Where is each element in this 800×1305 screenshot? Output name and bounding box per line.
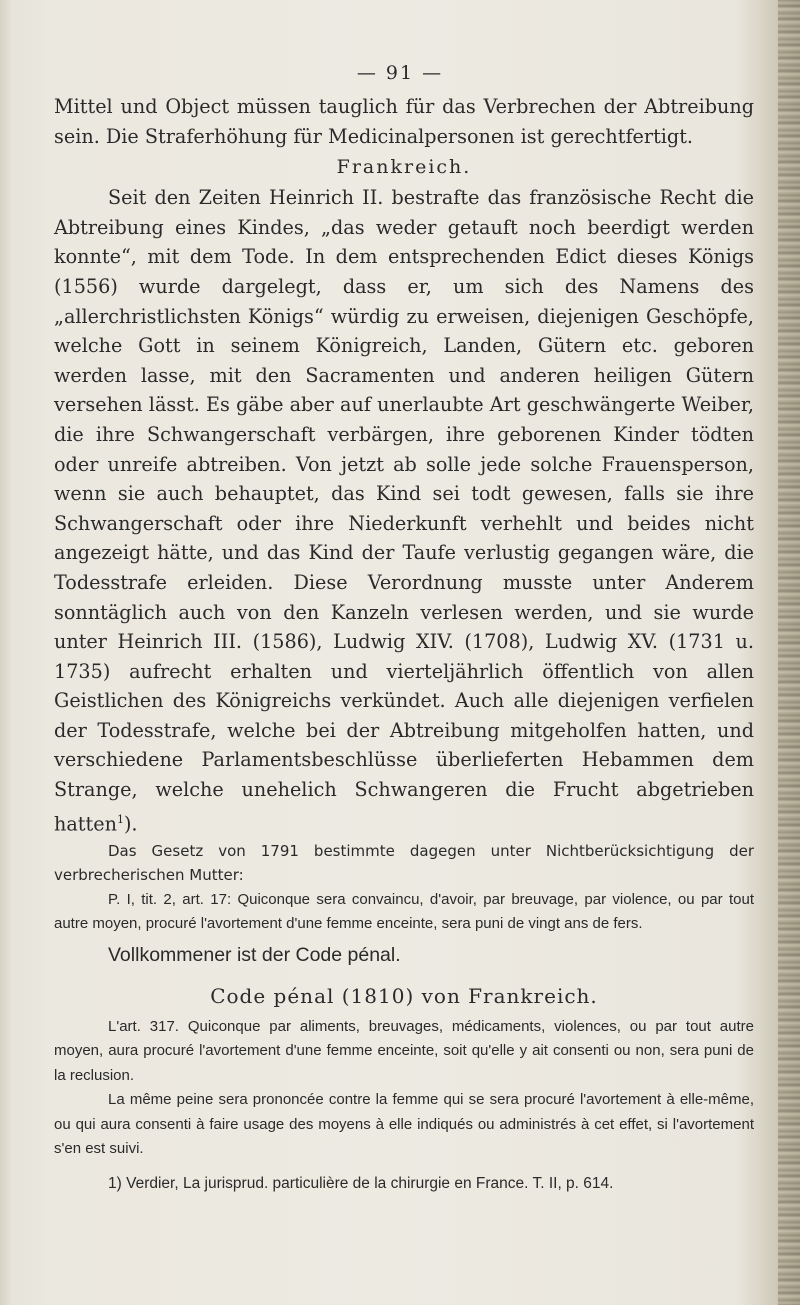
heading-code-penal: Code pénal (1810) von Frankreich. bbox=[210, 983, 598, 1008]
paragraph-heinrich-text: Seit den Zeiten Heinrich II. bestrafte das französische Recht die Abtreibung eines Kindes, „das weder getauft noch beerdigt werden konnte“, mit dem Tode. In dem entsprechenden Edict dieses Königs (1556) wurde dargelegt, dass er, um sich des Namens des „allerchristlichsten Königs“ würdig zu erweisen, diejenigen Geschöpfe, welche Gott in seinem Königreich, Landen, Gütern etc. geboren werden lasse, mit den Sacramenten und anderen heiligen Gütern versehen lässt. Es gäbe aber auf unerlaubte Art geschwängerte Weiber, die ihre Schwangerschaft verbärgen, ihre geborenen Kinder tödten oder unreife abtreiben. Von jetzt ab solle jede solche Frauensperson, wenn sie auch behauptet, das Kind sei todt gewesen, falls sie ihre Schwangerschaft oder ihre Niederkunft verhehlt und beides nicht angezeigt hätte, und das Kind der Taufe verlustig gegangen wäre, die Todesstrafe erleiden. Diese Verordnung musste unter Anderem sonntäglich auch von den Kanzeln verlesen werden, und sie wurde unter Heinrich III. (1586), Ludwig XIV. (1708), Ludwig XV. (1731 u. 1735) aufrecht erhalten und vierteljährlich öffentlich von allen Geistlichen des Königreichs verkündet. Auch alle diejenigen verfielen der Todesstrafe, welche bei der Abtreibung mitgeholfen hatten, und verschiedene Parlamentsbeschlüsse überlieferten Hebammen dem Strange, welche unehelich Schwangeren die Frucht abgetrieben hatten bbox=[54, 186, 754, 836]
footnote-mark: 1 bbox=[116, 812, 124, 826]
paragraph-heinrich: Seit den Zeiten Heinrich II. bestrafte das französische Recht die Abtreibung eines Kindes, „das weder getauft noch beerdigt werden konnte“, mit dem Tode. In dem entsprechenden Edict dieses Königs (1556) wurde dargelegt, dass er, um sich des Namens des „allerchristlichsten Königs“ würdig zu erweisen, diejenigen Geschöpfe, welche Gott in seinem Königreich, Landen, Gütern etc. geboren werden lasse, mit den Sacramenten und anderen heiligen Gütern versehen lässt. Es gäbe aber auf unerlaubte Art geschwängerte Weiber, die ihre Schwangerschaft verbärgen, ihre geborenen Kinder tödten oder unreife abtreiben. Von jetzt ab solle jede solche Frauensperson, wenn sie auch behauptet, das Kind sei todt gewesen, falls sie ihre Schwangerschaft oder ihre Niederkunft verhehlt und beides nicht angezeigt hätte, und das Kind der Taufe verlustig gegangen wäre, die Todesstrafe erleiden. Diese Verordnung musste unter Anderem sonntäglich auch von den Kanzeln verlesen werden, und sie wurde unter Heinrich III. (1586), Ludwig XIV. (1708), Ludwig XV. (1731 u. 1735) aufrecht erhalten und vierteljährlich öffentlich von allen Geistlichen des Königreichs verkündet. Auch alle diejenigen verfielen der Todesstrafe, welche bei der Abtreibung mitgeholfen hatten, und verschiedene Parlamentsbeschlüsse überlieferten Hebammen dem Strange, welche unehelich Schwangeren die Frucht abgetrieben hatten$^1$). bbox=[54, 186, 754, 836]
page-number: — 91 — bbox=[356, 62, 444, 84]
book-spine-edge bbox=[778, 0, 800, 1305]
paragraph-meme-peine: La même peine sera prononcée contre la femme qui se sera procuré l'avortement à elle-même, ou qui aura consenti à faire usage des moyens à elle indiqués ou administrés à cet effet, si l'avortement s'en est suivi. bbox=[54, 1091, 754, 1158]
text-block bbox=[54, 92, 754, 1195]
paragraph-article-17: P. I, tit. 2, art. 17: Quiconque sera convaincu, d'avoir, par breuvage, par violence, ou par tout autre moyen, procuré l'avortement d'une femme enceinte, sera puni de vingt ans de fers. bbox=[54, 890, 754, 933]
paragraph-gesetz-1791: Das Gesetz von 1791 bestimmte dagegen unter Nichtberücksichtigung der verbrecherischen Mutter: bbox=[54, 841, 754, 885]
paragraph-article-317: L'art. 317. Quiconque par aliments, breuvages, médicaments, violences, ou par tout autre moyen, aura procuré l'avortement d'une femme enceinte, soit qu'elle y ait consenti ou non, sera puni de la reclusion. bbox=[54, 1017, 754, 1084]
paragraph-vollkommener: Vollkommener ist der Code pénal. bbox=[108, 943, 401, 966]
footnote-verdier: 1) Verdier, La jurisprud. particulière de la chirurgie en France. T. II, p. 614. bbox=[108, 1174, 614, 1192]
heading-frankreich: Frankreich. bbox=[336, 156, 472, 179]
paragraph-mittel: Mittel und Object müssen tauglich für das Verbrechen der Abtreibung sein. Die Straferhöhung für Medicinalpersonen ist gerechtfertigt. bbox=[54, 95, 754, 148]
page-left-shadow bbox=[0, 0, 14, 1305]
